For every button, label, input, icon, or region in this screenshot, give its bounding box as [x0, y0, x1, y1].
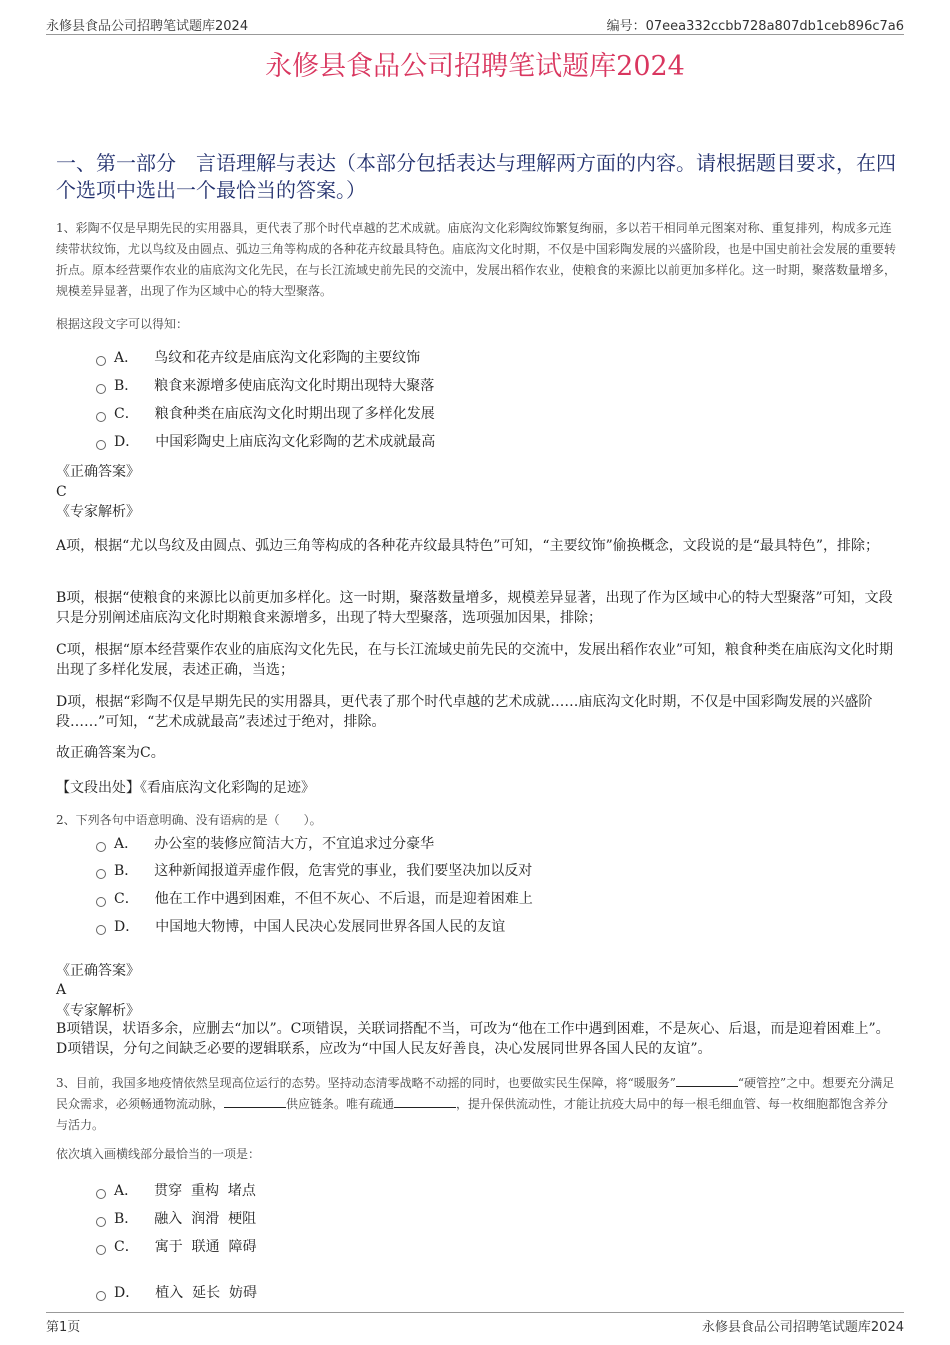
q3-passage-part3: 供应链条。唯有疏通: [286, 1097, 395, 1111]
q1-option-a[interactable]: [96, 346, 420, 370]
q1-answer: C: [56, 484, 67, 500]
option-text: 中国地大物博，中国人民决心发展同世界各国人民的友谊: [155, 919, 506, 935]
radio-icon[interactable]: [96, 897, 106, 907]
q2-option-b[interactable]: [96, 859, 532, 883]
option-letter: B．: [114, 1211, 139, 1227]
section-heading: 一、第一部分 言语理解与表达（本部分包括表达与理解两方面的内容。请根据题目要求，在四个选项中选出一个最恰当的答案。）: [56, 151, 896, 202]
page-footer: [46, 1312, 904, 1335]
q1-source: 【文段出处】《看庙底沟文化彩陶的足迹》: [56, 780, 315, 796]
radio-icon[interactable]: [96, 412, 106, 422]
q3-option-d[interactable]: [96, 1281, 257, 1305]
option-text: 他在工作中遇到困难，不但不灰心、不后退，而是迎着困难上: [154, 891, 533, 907]
option-text: 贯穿 重构 堵点: [154, 1183, 256, 1199]
footer-doc-title: 永修县食品公司招聘笔试题库2024: [701, 1320, 904, 1335]
header-doc-title: 永修县食品公司招聘笔试题库2024: [46, 19, 249, 34]
option-letter: A．: [114, 836, 139, 852]
q2-analysis: B项错误，状语多余，应删去“加以”。C项错误，关联词搭配不当，可改为“他在工作中遇到困难，不是灰心、后退，而是迎着困难上”。D项错误，分句之间缺乏必要的逻辑联系，应改为“中国人民友好善良，决心发展同世界各国人民的友谊”。: [56, 1021, 890, 1057]
q2-answer: A: [56, 982, 67, 998]
option-letter: C．: [114, 1239, 139, 1255]
option-text: 植入 延长 妨碍: [155, 1285, 258, 1301]
radio-icon[interactable]: [96, 356, 106, 366]
radio-icon[interactable]: [96, 384, 106, 394]
q3-blank-1: [676, 1074, 738, 1087]
option-text: 这种新闻报道弄虚作假，危害党的事业，我们要坚决加以反对: [154, 863, 533, 879]
radio-icon[interactable]: [96, 1217, 106, 1227]
q3-stem: 依次填入画横线部分最恰当的一项是：: [56, 1147, 261, 1161]
option-text: 中国彩陶史上庙底沟文化彩陶的艺术成就最高: [155, 434, 436, 450]
q1-analysis-a: A项，根据“尤以鸟纹及由圆点、弧边三角等构成的各种花卉纹最具特色”可知，“主要纹饰”偷换概念，文段说的是“最具特色”，排除；: [56, 538, 880, 554]
radio-icon[interactable]: [96, 1189, 106, 1199]
q2-stem: 2、下列各句中语意明确、没有语病的是（ ）。: [56, 813, 322, 827]
radio-icon[interactable]: [96, 869, 106, 879]
q1-analysis-label: 《专家解析》: [56, 504, 140, 520]
page-number: 第1页: [46, 1320, 81, 1335]
q1-passage: 1、彩陶不仅是早期先民的实用器具，更代表了那个时代卓越的艺术成就。庙底沟文化彩陶纹饰繁复绚丽，多以若干相同单元图案对称、重复排列，构成多元连续带状纹饰，尤以鸟纹及由圆点、弧边三角等构成的各种花卉纹最具特色。庙底沟文化时期，不仅是中国彩陶发展的兴盛阶段，也是中国史前社会发展的重要转折点。原本经营粟作农业的庙底沟文化先民，在与长江流域史前先民的交流中，发展出稻作农业，使粮食的来源比以前更加多样化。这一时期，聚落数量增多，规模差异显著，出现了作为区域中心的特大型聚落。: [56, 221, 897, 298]
radio-icon[interactable]: [96, 1245, 106, 1255]
option-text: 办公室的装修应简洁大方，不宜追求过分豪华: [154, 836, 435, 852]
q1-analysis-c: C项，根据“原本经营粟作农业的庙底沟文化先民，在与长江流域史前先民的交流中，发展出稻作农业”可知，粮食种类在庙底沟文化时期出现了多样化发展，表述正确，当选；: [56, 642, 894, 678]
q2-option-d[interactable]: [96, 915, 505, 939]
q2-answer-label: 《正确答案》: [56, 963, 140, 979]
q1-option-b[interactable]: [96, 374, 434, 398]
radio-icon[interactable]: [96, 1291, 106, 1301]
option-text: 寓于 联通 障碍: [154, 1239, 257, 1255]
option-text: 鸟纹和花卉纹是庙底沟文化彩陶的主要纹饰: [154, 350, 421, 366]
q1-answer-label: 《正确答案》: [56, 464, 140, 480]
option-letter: D．: [114, 919, 140, 935]
option-letter: A．: [114, 350, 139, 366]
option-letter: D．: [114, 1285, 140, 1301]
q1-option-c[interactable]: [96, 402, 435, 426]
q3-passage: [56, 1073, 896, 1136]
header-doc-id: 编号：07eea332ccbb728a807db1ceb896c7a6: [606, 19, 904, 34]
option-text: 融入 润滑 梗阻: [154, 1211, 257, 1227]
q3-option-b[interactable]: [96, 1207, 256, 1231]
option-letter: A．: [114, 1183, 139, 1199]
q2-analysis-label: 《专家解析》: [56, 1003, 140, 1019]
option-letter: B．: [114, 863, 139, 879]
option-letter: B．: [114, 378, 139, 394]
q3-passage-part4: ，提升保供流动性，才能让抗疫大局中的每一根毛细血管、每一枚细胞都饱含养分与活力。: [56, 1097, 889, 1132]
q1-conclusion: 故正确答案为C。: [56, 745, 165, 761]
q3-passage-part1: 3、目前，我国多地疫情依然呈现高位运行的态势。坚持动态清零战略不动摇的同时，也要做实民生保障，将“暖服务”: [56, 1076, 676, 1090]
q1-analysis-d: D项，根据“彩陶不仅是早期先民的实用器具，更代表了那个时代卓越的艺术成就……庙底沟文化时期，不仅是中国彩陶发展的兴盛阶段……”可知，“艺术成就最高”表述过于绝对，排除。: [56, 694, 873, 730]
q3-option-a[interactable]: [96, 1179, 256, 1203]
q3-option-c[interactable]: [96, 1235, 257, 1259]
option-letter: C．: [114, 406, 139, 422]
page-header: [46, 12, 904, 35]
q1-stem: 根据这段文字可以得知：: [56, 317, 189, 331]
radio-icon[interactable]: [96, 925, 106, 935]
q1-analysis-b: B项，根据“使粮食的来源比以前更加多样化。这一时期，聚落数量增多，规模差异显著，出现了作为区域中心的特大型聚落”可知，文段只是分别阐述庙底沟文化时期粮食来源增多，出现了特大型聚落，选项强加因果，排除；: [56, 590, 893, 626]
option-text: 粮食种类在庙底沟文化时期出现了多样化发展: [154, 406, 435, 422]
q3-blank-3: [394, 1095, 456, 1108]
option-letter: C．: [114, 891, 139, 907]
q1-option-d[interactable]: [96, 430, 435, 454]
q3-passage-part2: “硬管控”之中。想要充分满足民众需求，必须畅通物流动脉，: [56, 1076, 895, 1111]
page-title: 永修县食品公司招聘笔试题库2024: [265, 51, 685, 82]
radio-icon[interactable]: [96, 842, 106, 852]
q2-option-c[interactable]: [96, 887, 533, 911]
radio-icon[interactable]: [96, 440, 106, 450]
q2-option-a[interactable]: [96, 832, 434, 856]
q3-blank-2: [224, 1095, 286, 1108]
option-text: 粮食来源增多使庙底沟文化时期出现特大聚落: [154, 378, 435, 394]
option-letter: D．: [114, 434, 140, 450]
